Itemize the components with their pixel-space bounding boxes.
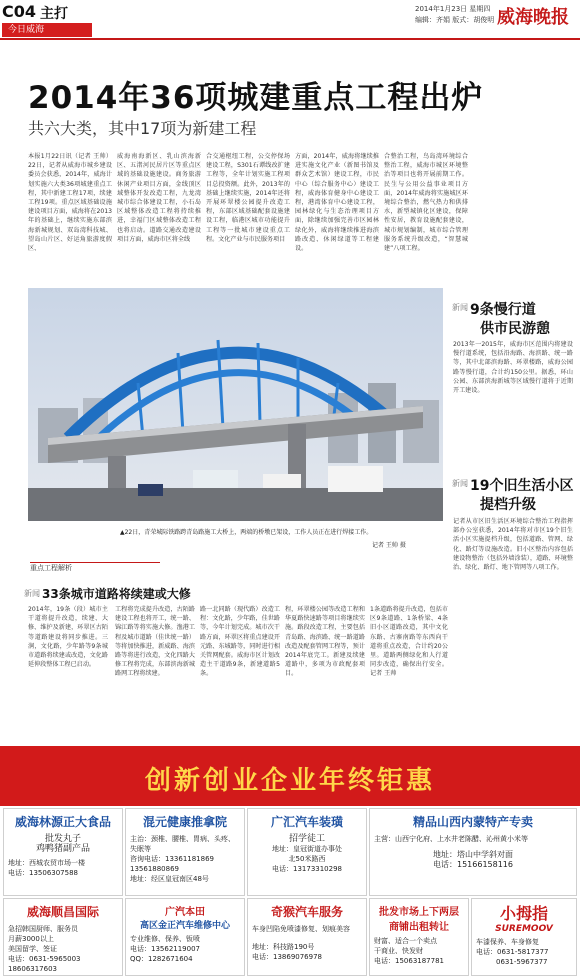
ad-phone: 电话：13562119007 [130,945,200,953]
ad-line: 车身凹陷免喷漆修复、划痕美容 [252,925,350,933]
ad-phone: 电话：13506307588 [8,869,78,877]
ad-line: 13561880869 [130,865,179,873]
section1-tag: 新闻 [452,303,468,312]
ad-line: 急招韩国厨师、服务员 [8,925,78,933]
ad-address: 地址：塔山中学斜对面 [433,850,513,859]
ad-address: 地址：科技路190号 [252,943,315,951]
ad-phone: 电话：15063187781 [374,957,444,965]
ad-title: 混元健康推拿院 [142,815,227,829]
ad-title: 小拇指 [499,904,548,923]
ad-grid [3,808,577,978]
article-col-2: 威海南海新区、乳山滨海新区、五渚河民居片区等重点区域的基础设施建设。商务旅游休闲产业项目方面，金线顶区域整体开发改造工程，九龙湾城市综合体建设工程，小石岛区域整体改造工程将持续推进，幸福门区域整体改造工程也将启动。道路交通改造建设项目方面，威海市区将全线 [117,153,201,243]
ad-address: 地址：经区皇冠南区48号 [130,875,209,883]
article-col-9: 程，环翠楼公园等改造工程和华夏路快速路等项目将继续实施。路段改造工程，主要包括青岛路、海滨路、统一路道路改造及配套管网工程等，预计2014年底完工。新建及续建道路中，多项为市政配套项目。 [285,606,365,678]
ad-address: 地址：西城农贸市场一楼 [8,859,85,867]
article-col-8: 路一北同路（现代路）改造工程：文化路，少年路，佳世路等，今年计划完成。城市次干路方面，环翠区将重点建设开元路、东城路等，同时进行相关管网配套。威海市区计划改造主干道路9条，新建道路5条。 [200,606,280,678]
ad-address: 北50米路西 [288,855,326,863]
page-number: C04 [2,2,37,21]
ad-line: 招学徒工 [288,834,325,844]
article-col-7: 工程将完成提升改造，古陌路建设工程也将开工，统一路、锦江路等将实施大修。渔港工程及城市道路（佳世统一路）等将加快推进，新威路、海滨路等将进行改造，文化四路大修工程将完成，东部滨海新城路网工程将续建。 [115,606,195,678]
ad-item[interactable] [125,898,245,976]
ad-item[interactable] [247,808,367,896]
section1-body: 2013年一2015年，威海市区范围内将建设慢行道系统，包括沿海路、海滨路、统一路等，其中北部滨海路、环翠楼路，威海公园路等慢行道，合计约150公里。据悉，环山公园、东部滨海新城等区域慢行道将于近期开工建设。 [453,341,573,395]
ad-item[interactable] [3,898,123,976]
issue-date: 2014年1月23日 星期四 [415,5,491,13]
header-rule [0,38,580,40]
newspaper-logo: 威海晚报 [497,7,569,28]
article-col-1: 本报1月22日讯（记者 王帅）22日，记者从威海市城乡建设委员会获悉，2014年，威海计划实施六大类36项城建重点工程，其中新建工程17项，续建工程19项。重点区域基础设施建设项目方面，威海将在2013年的基础上，继续实施东部滨海新城规划、双岛湾科技城、望岛山片区、好运角旅游度假区、 [28,153,112,253]
photo-caption: ▲22日，青荣城际铁路跨青岛路施工大桥上，两端的桥墩已架设，工作人员正在进行焊接工作。 [120,529,373,536]
ad-line: 财富、适合一个卖点 [374,937,437,945]
ad-line: 干商业、快发财 [374,947,423,955]
ad-address: 地址：皇冠街道办事处 [272,845,342,853]
ad-phone: 电话：13869076978 [252,953,322,961]
article-col-6: 2014年，19条（段）城市主干道将提升改造，续建、大修、维护及新建，环翠区古陌等道路建设将同步推进。三涧，文化路，少年路等9条城市道路将续建或改造，文化路延伸段整体工程已启动。 [28,606,108,669]
sub-section-tag: 今日威海 [2,23,92,37]
editor-line: 编辑：齐娟 版式：胡俊明 [415,16,495,24]
section2-body: 记者从市区旧生活区环境综合整治工程指挥部办公室获悉，2014年将对市区19个旧生活小区实施提档升级，包括道路、管网、绿化、路灯等设施改造。旧小区整治内容包括建设物整治（包括外墙涂装），道路、环境整治、绿化、路灯、地下管网等八项工作。 [453,518,573,572]
section2-tag: 新闻 [452,479,468,488]
article-col-5: 合整治工程，鸟岛湾环境综合整治工程，威海市城区环境整治等项目也将开展前期工作。民生与公用公益事业项目方面，2014年威海将实施城区环境综合整治，燃气热力和供排水，新型城镇化区建设，保障性安居，教育设施配套建设，城市规划编制，城市综合管理服务系统升级改造，“智慧城建”八项工程。 [384,153,468,253]
ad-banner-title: 创新创业企业年终钜惠 [144,766,435,796]
headline: 2014年36项城建重点工程出炉 [28,80,484,116]
article-col-10: 1条道路将提升改造，包括市区9条道路、1条桥梁、4条旧小区道路改造，其中文化东路、古寨南路等东西向干道将重点改造，合计约20公里。道路两侧绿化和人行道同步改造，确保出行安全。记者 王帅 [370,606,448,678]
ad-title: 威海林源正大食品 [14,815,111,829]
bridge-illustration [28,288,443,521]
ad-phone: 电话：13173310298 [272,865,342,873]
article-col-4: 方面，2014年，威海将继续推进实施文化产业（新图书馆及群众艺术馆）建设工程，市民中心（综合服务中心）建设工程，威海体育健身中心建设工程，港湾体育中心建设工程，园林绿化与生态治理项目方面，除继续加强完善市区园林绿化外，威海将继续推进海滨路改造、休闲绿道等工程建设。 [295,153,379,253]
ad-line: 商铺出租转让 [389,922,449,933]
ad-title: 精品山西内蒙特产专卖 [412,815,533,829]
ad-line: 批发丸子 [44,834,81,844]
section2-subtitle: 提档升级 [480,497,536,513]
ad-phone: 电话：15166158116 [433,860,513,869]
ad-phone: 电话：0631-5817377 [476,948,549,956]
ad-brand: SUREMOOV [495,924,553,934]
section2-title: 19个旧生活小区 [470,478,574,494]
subheadline: 共六大类，其中17项为新建工程 [28,119,257,138]
ad-phone: 电话：0631-5965003 18606317603 [8,955,81,973]
ad-title: 威海顺昌国际 [26,905,99,919]
ad-line: 月薪3000以上 [8,935,54,943]
ad-item[interactable] [3,808,123,896]
section3-title: 33条城市道路将续建或大修 [42,587,191,601]
photo-credit: 记者 王帅 摄 [372,542,406,549]
ad-title: 批发市场上下两层 [379,907,459,918]
ad-line: 车漆保养、车身修复 [476,938,539,946]
section1-subtitle: 供市民游憩 [480,321,550,337]
ad-phone: 0631-5967377 [496,958,548,966]
section-title: 主打 [40,6,68,22]
ad-line: 主治：颈椎、腰椎、胃病、头疼、失眠等 [130,835,235,853]
article-col-3: 合交通枢纽工程，公交停保场建设工程，S301石谭线改扩建工程等，全年计划实施工程项目总投资额。此外，2013年的基础上继续实施，2014年还将开展环翠楼公园提升改造工程，东部区域基础配套设施建设工程，临港区城市功能提升工程等一批城市建设重点工程。文化产业与市民服务项目 [206,153,290,243]
ad-line: 美国留学、签证 [8,945,57,953]
ad-line: 咨询电话：13361181869 [130,855,214,863]
ad-item[interactable] [369,898,469,976]
ad-title: 奇猴汽车服务 [270,905,343,919]
ad-qq: QQ：1282671604 [130,955,193,963]
section3-tag: 新闻 [24,589,40,598]
bridge-photo [28,288,443,521]
ad-item[interactable] [471,898,577,976]
ad-line: 专业维修、保养、钣喷 [130,935,200,943]
ad-line: 主营：山西宁化府、上水井老陈醋、沁州黄小米等 [374,835,528,843]
ad-line: 高区金正汽车维修中心 [139,921,230,931]
ad-line: 鸡鸭猪副产品 [35,844,90,854]
ad-item[interactable] [247,898,367,976]
ad-item[interactable] [369,808,577,896]
ad-title: 广汽本田 [165,907,205,918]
section1-title: 9条慢行道 [470,302,536,318]
ad-item[interactable] [125,808,245,896]
ad-title: 广汇汽车装璜 [270,815,343,829]
analysis-banner: 重点工程解析 [30,562,160,574]
